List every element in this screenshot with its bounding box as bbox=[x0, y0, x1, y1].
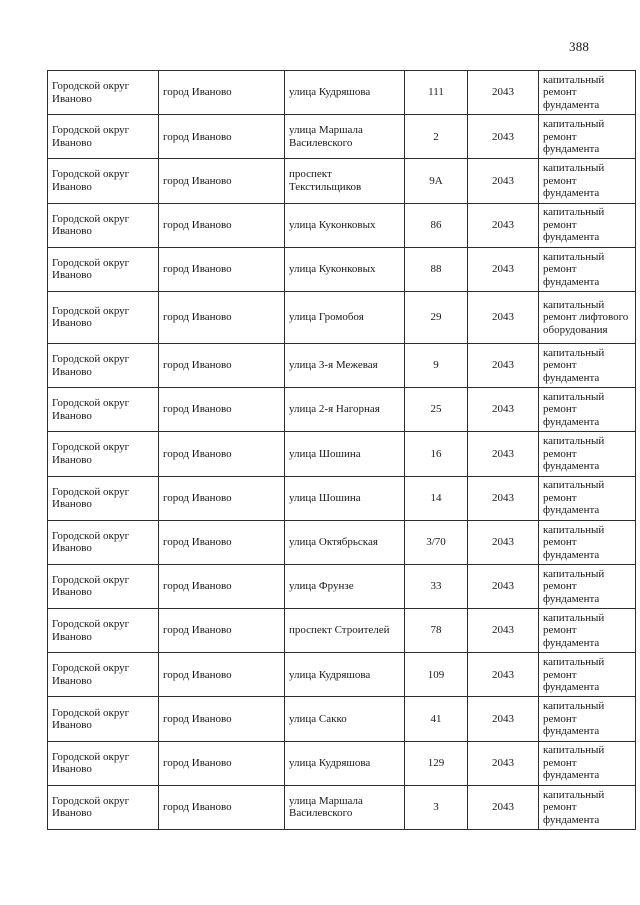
table-row bbox=[48, 159, 636, 203]
district-cell: Городской округ Иваново bbox=[48, 71, 159, 115]
city-cell: город Иваново bbox=[159, 520, 285, 564]
city-cell: город Иваново bbox=[159, 203, 285, 247]
year-cell: 2043 bbox=[468, 520, 539, 564]
year-cell: 2043 bbox=[468, 785, 539, 829]
city-cell: город Иваново bbox=[159, 741, 285, 785]
table-row bbox=[48, 653, 636, 697]
year-cell: 2043 bbox=[468, 476, 539, 520]
year-cell: 2043 bbox=[468, 388, 539, 432]
table-row bbox=[48, 609, 636, 653]
house-number-cell: 9 bbox=[405, 343, 468, 387]
work-type-cell: капитальный ремонт фундамента bbox=[539, 476, 636, 520]
street-cell: улица 3-я Межевая bbox=[285, 343, 405, 387]
district-cell: Городской округ Иваново bbox=[48, 785, 159, 829]
house-number-cell: 2 bbox=[405, 115, 468, 159]
work-type-cell: капитальный ремонт фундамента bbox=[539, 388, 636, 432]
work-type-cell: капитальный ремонт фундамента bbox=[539, 115, 636, 159]
street-cell: улица Кудряшова bbox=[285, 741, 405, 785]
table-row bbox=[48, 520, 636, 564]
street-cell: улица Кудряшова bbox=[285, 653, 405, 697]
street-cell: улица Сакко bbox=[285, 697, 405, 741]
year-cell: 2043 bbox=[468, 71, 539, 115]
work-type-cell: капитальный ремонт фундамента bbox=[539, 343, 636, 387]
street-cell: улица Октябрьская bbox=[285, 520, 405, 564]
table-row bbox=[48, 388, 636, 432]
house-number-cell: 109 bbox=[405, 653, 468, 697]
table-row bbox=[48, 785, 636, 829]
house-number-cell: 41 bbox=[405, 697, 468, 741]
work-type-cell: капитальный ремонт фундамента bbox=[539, 609, 636, 653]
house-number-cell: 9А bbox=[405, 159, 468, 203]
table-row bbox=[48, 247, 636, 291]
work-type-cell: капитальный ремонт фундамента bbox=[539, 564, 636, 608]
city-cell: город Иваново bbox=[159, 159, 285, 203]
year-cell: 2043 bbox=[468, 115, 539, 159]
city-cell: город Иваново bbox=[159, 71, 285, 115]
city-cell: город Иваново bbox=[159, 609, 285, 653]
work-type-cell: капитальный ремонт фундамента bbox=[539, 741, 636, 785]
year-cell: 2043 bbox=[468, 432, 539, 476]
house-number-cell: 3 bbox=[405, 785, 468, 829]
district-cell: Городской округ Иваново bbox=[48, 697, 159, 741]
district-cell: Городской округ Иваново bbox=[48, 291, 159, 343]
district-cell: Городской округ Иваново bbox=[48, 343, 159, 387]
work-type-cell: капитальный ремонт фундамента bbox=[539, 432, 636, 476]
street-cell: улица Шошина bbox=[285, 476, 405, 520]
year-cell: 2043 bbox=[468, 247, 539, 291]
work-type-cell: капитальный ремонт фундамента bbox=[539, 785, 636, 829]
house-number-cell: 14 bbox=[405, 476, 468, 520]
table-row bbox=[48, 476, 636, 520]
table-row bbox=[48, 432, 636, 476]
house-number-cell: 86 bbox=[405, 203, 468, 247]
table-row bbox=[48, 115, 636, 159]
work-type-cell: капитальный ремонт фундамента bbox=[539, 71, 636, 115]
work-type-cell: капитальный ремонт фундамента bbox=[539, 159, 636, 203]
house-number-cell: 78 bbox=[405, 609, 468, 653]
house-number-cell: 16 bbox=[405, 432, 468, 476]
work-type-cell: капитальный ремонт фундамента bbox=[539, 247, 636, 291]
year-cell: 2043 bbox=[468, 159, 539, 203]
house-number-cell: 29 bbox=[405, 291, 468, 343]
city-cell: город Иваново bbox=[159, 653, 285, 697]
street-cell: улица 2-я Нагорная bbox=[285, 388, 405, 432]
house-number-cell: 88 bbox=[405, 247, 468, 291]
year-cell: 2043 bbox=[468, 343, 539, 387]
city-cell: город Иваново bbox=[159, 115, 285, 159]
table-row bbox=[48, 697, 636, 741]
district-cell: Городской округ Иваново bbox=[48, 476, 159, 520]
work-type-cell: капитальный ремонт фундамента bbox=[539, 697, 636, 741]
city-cell: город Иваново bbox=[159, 476, 285, 520]
table-row bbox=[48, 71, 636, 115]
district-cell: Городской округ Иваново bbox=[48, 520, 159, 564]
district-cell: Городской округ Иваново bbox=[48, 159, 159, 203]
house-number-cell: 129 bbox=[405, 741, 468, 785]
table-row bbox=[48, 203, 636, 247]
work-type-cell: капитальный ремонт лифтового оборудования bbox=[539, 291, 636, 343]
year-cell: 2043 bbox=[468, 653, 539, 697]
city-cell: город Иваново bbox=[159, 785, 285, 829]
year-cell: 2043 bbox=[468, 609, 539, 653]
city-cell: город Иваново bbox=[159, 291, 285, 343]
city-cell: город Иваново bbox=[159, 388, 285, 432]
district-cell: Городской округ Иваново bbox=[48, 432, 159, 476]
city-cell: город Иваново bbox=[159, 564, 285, 608]
table-row bbox=[48, 291, 636, 343]
city-cell: город Иваново bbox=[159, 343, 285, 387]
city-cell: город Иваново bbox=[159, 247, 285, 291]
house-number-cell: 25 bbox=[405, 388, 468, 432]
street-cell: проспект Строителей bbox=[285, 609, 405, 653]
house-number-cell: 111 bbox=[405, 71, 468, 115]
district-cell: Городской округ Иваново bbox=[48, 653, 159, 697]
year-cell: 2043 bbox=[468, 697, 539, 741]
year-cell: 2043 bbox=[468, 203, 539, 247]
city-cell: город Иваново bbox=[159, 697, 285, 741]
work-type-cell: капитальный ремонт фундамента bbox=[539, 520, 636, 564]
street-cell: улица Громобоя bbox=[285, 291, 405, 343]
year-cell: 2043 bbox=[468, 291, 539, 343]
work-type-cell: капитальный ремонт фундамента bbox=[539, 653, 636, 697]
registry-table-body bbox=[48, 71, 636, 830]
street-cell: улица Маршала Василевского bbox=[285, 115, 405, 159]
district-cell: Городской округ Иваново bbox=[48, 741, 159, 785]
street-cell: улица Шошина bbox=[285, 432, 405, 476]
street-cell: улица Кудряшова bbox=[285, 71, 405, 115]
district-cell: Городской округ Иваново bbox=[48, 609, 159, 653]
street-cell: проспект Текстильщиков bbox=[285, 159, 405, 203]
page-number: 388 bbox=[569, 39, 590, 54]
table-row bbox=[48, 741, 636, 785]
district-cell: Городской округ Иваново bbox=[48, 388, 159, 432]
year-cell: 2043 bbox=[468, 741, 539, 785]
work-type-cell: капитальный ремонт фундамента bbox=[539, 203, 636, 247]
district-cell: Городской округ Иваново bbox=[48, 247, 159, 291]
registry-table bbox=[47, 70, 636, 830]
house-number-cell: 3/70 bbox=[405, 520, 468, 564]
street-cell: улица Фрунзе bbox=[285, 564, 405, 608]
street-cell: улица Куконковых bbox=[285, 203, 405, 247]
house-number-cell: 33 bbox=[405, 564, 468, 608]
table-row bbox=[48, 343, 636, 387]
street-cell: улица Маршала Василевского bbox=[285, 785, 405, 829]
district-cell: Городской округ Иваново bbox=[48, 564, 159, 608]
street-cell: улица Куконковых bbox=[285, 247, 405, 291]
table-row bbox=[48, 564, 636, 608]
district-cell: Городской округ Иваново bbox=[48, 203, 159, 247]
city-cell: город Иваново bbox=[159, 432, 285, 476]
district-cell: Городской округ Иваново bbox=[48, 115, 159, 159]
year-cell: 2043 bbox=[468, 564, 539, 608]
